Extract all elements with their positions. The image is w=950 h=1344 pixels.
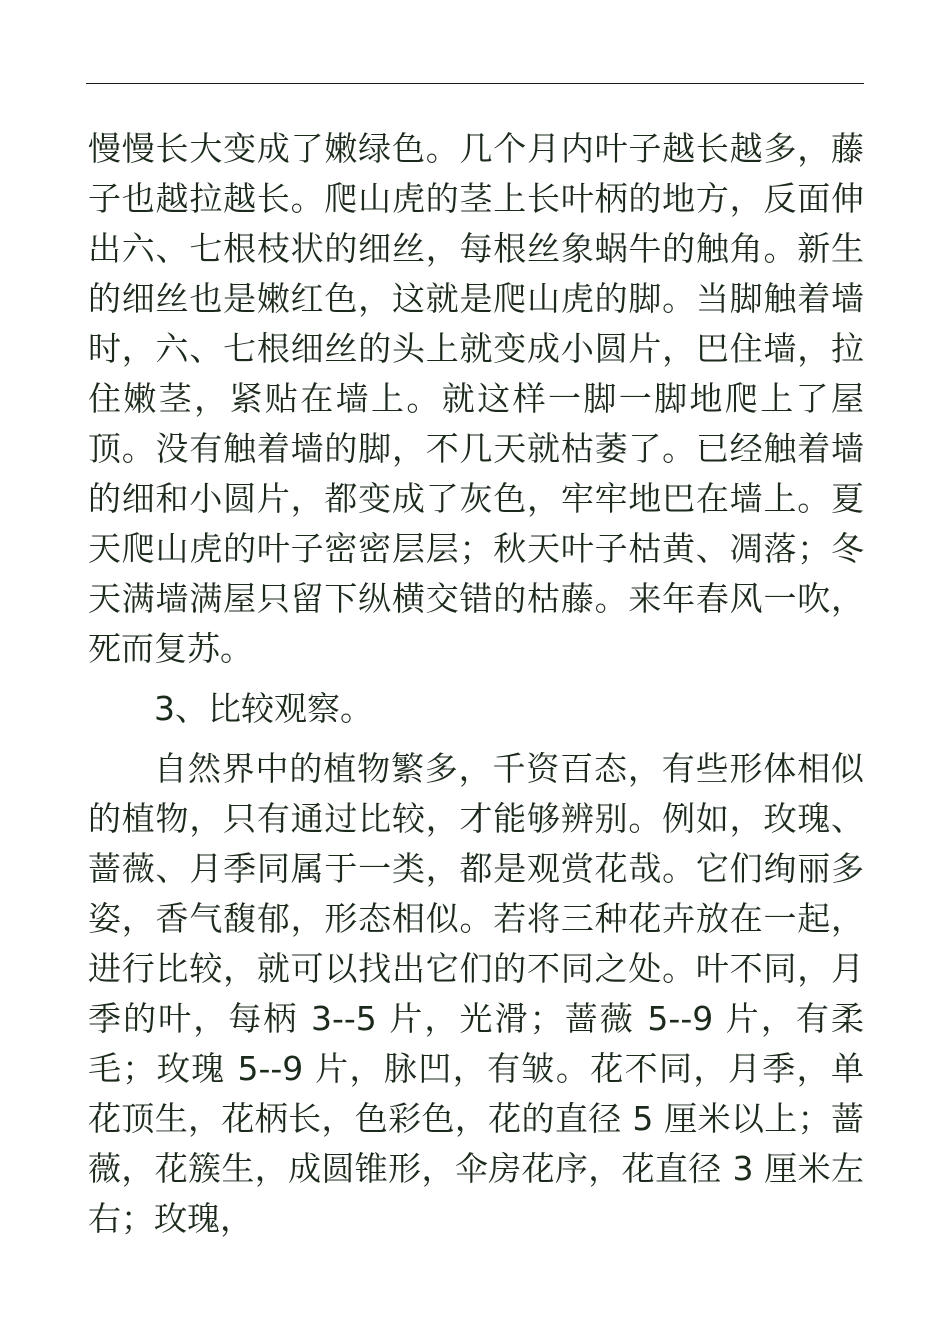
paragraph-gap (88, 674, 864, 684)
paragraph-comparison: 自然界中的植物繁多，千资百态，有些形体相似的植物，只有通过比较，才能够辨别。例如，玫瑰、蔷薇、月季同属于一类，都是观赏花哉。它们绚丽多姿，香气馥郁，形态相似。若将三种花卉放在一起，进行比较，就可以找出它们的不同之处。叶不同，月季的叶，每柄 3--5 片，光滑；蔷薇 5--9 片，有柔毛；玫瑰 5--9 片，脉凹，有皱。花不同，月季，单花顶生，花柄长，色彩色，花的直径 5 厘米以上；蔷薇，花簇生，成圆锥形，伞房花序，花直径 3 厘米左右；玫瑰， (88, 749, 864, 1238)
paragraph-climbing-plant: 慢慢长大变成了嫩绿色。几个月内叶子越长越多，藤子也越拉越长。爬山虎的茎上长叶柄的地方，反面伸出六、七根枝状的细丝，每根丝象蜗牛的触角。新生的细丝也是嫩红色，这就是爬山虎的脚。当脚触着墙时，六、七根细丝的头上就变成小圆片，巴住墙，拉住嫩茎，紧贴在墙上。就这样一脚一脚地爬上了屋顶。没有触着墙的脚，不几天就枯萎了。已经触着墙的细和小圆片，都变成了灰色，牢牢地巴在墙上。夏天爬山虎的叶子密密层层；秋天叶子枯黄、凋落；冬天满墙满屋只留下纵横交错的枯藤。来年春风一吹，死而复苏。 (88, 129, 864, 668)
document-body (88, 124, 864, 1244)
header-rule (86, 83, 864, 84)
paragraph-gap (88, 734, 864, 744)
section-heading-comparison: 3、比较观察。 (154, 689, 373, 728)
